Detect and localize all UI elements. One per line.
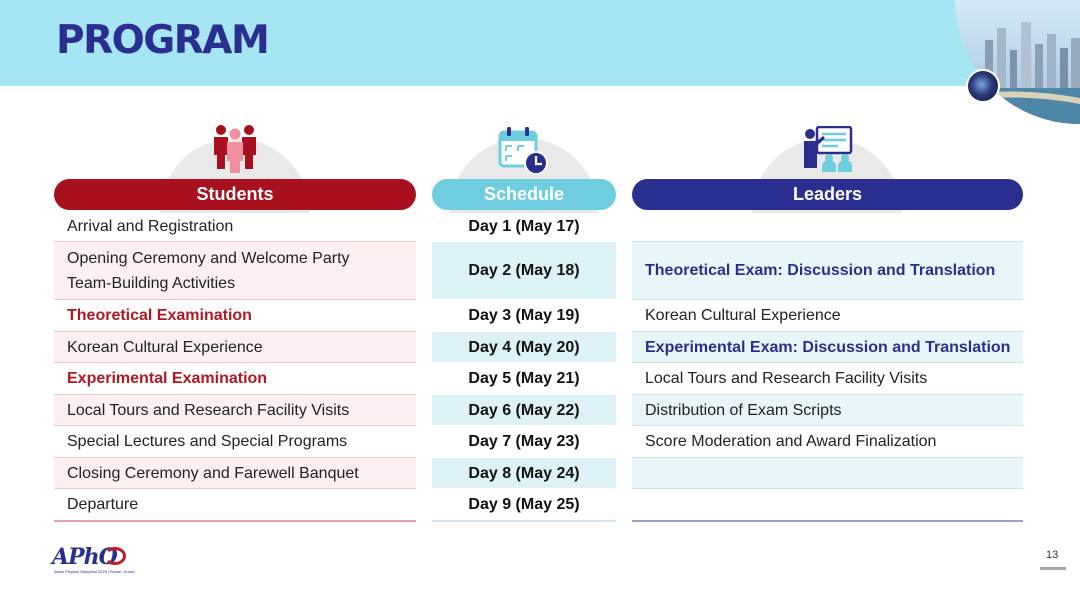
schedule-header: Schedule (432, 179, 616, 210)
emblem-badge (966, 69, 1000, 103)
students-row-day9 (54, 489, 416, 522)
schedule-row: Day 7 (May 23) (432, 426, 616, 458)
students-row-day1 (54, 211, 416, 242)
leaders-row: Distribution of Exam Scripts (632, 395, 1023, 426)
leaders-row (632, 211, 1023, 242)
students-activity: Departure (67, 496, 139, 513)
students-activity: Opening Ceremony and Welcome Party (67, 249, 350, 267)
students-row-day2 (54, 242, 416, 300)
schedule-row: Day 8 (May 24) (432, 458, 616, 489)
leaders-column (632, 211, 1023, 522)
logo-swirl-icon (104, 547, 126, 565)
page-number: 13 (1046, 549, 1059, 561)
schedule-row: Day 2 (May 18) (432, 242, 616, 300)
logo-text: APhO (52, 544, 117, 570)
students-row-day6 (54, 395, 416, 426)
leaders-row: Korean Cultural Experience (632, 300, 1023, 332)
leaders-header: Leaders (632, 179, 1023, 210)
schedule-column (432, 211, 616, 522)
students-activity: Theoretical Examination (67, 307, 252, 324)
schedule-row: Day 4 (May 20) (432, 332, 616, 363)
city-skyline-image (955, 0, 1080, 124)
presenter-board-icon (803, 126, 853, 177)
students-row-day3 (54, 300, 416, 332)
leaders-row: Experimental Exam: Discussion and Translation (632, 332, 1023, 363)
page-number-underline (1040, 567, 1066, 570)
apho-logo (52, 544, 135, 576)
schedule-row: Day 9 (May 25) (432, 489, 616, 522)
leaders-row (632, 489, 1023, 522)
students-row-day4 (54, 332, 416, 363)
leaders-row: Theoretical Exam: Discussion and Translation (632, 242, 1023, 300)
students-activity: Experimental Examination (67, 370, 268, 387)
schedule-row: Day 1 (May 17) (432, 211, 616, 242)
leaders-row (632, 458, 1023, 489)
students-activity: Team-Building Activities (67, 274, 236, 292)
leaders-row: Score Moderation and Award Finalization (632, 426, 1023, 458)
schedule-row: Day 6 (May 22) (432, 395, 616, 426)
students-header: Students (54, 179, 416, 210)
students-activity: Special Lectures and Special Programs (67, 433, 348, 450)
logo-subtitle: Asian Physics Olympiad 2026 | Busan, Korea (54, 569, 135, 574)
students-row-day5 (54, 363, 416, 395)
students-column (54, 211, 416, 522)
students-activity: Arrival and Registration (67, 217, 234, 235)
schedule-row: Day 5 (May 21) (432, 363, 616, 395)
students-activity: Closing Ceremony and Farewell Banquet (67, 464, 359, 482)
students-row-day7 (54, 426, 416, 458)
leaders-row: Local Tours and Research Facility Visits (632, 363, 1023, 395)
calendar-clock-icon (498, 126, 548, 181)
students-activity: Korean Cultural Experience (67, 338, 263, 356)
people-group-icon (213, 123, 257, 178)
page-title: PROGRAM (56, 18, 269, 63)
schedule-row: Day 3 (May 19) (432, 300, 616, 332)
students-row-day8 (54, 458, 416, 489)
students-activity: Local Tours and Research Facility Visits (67, 401, 350, 419)
